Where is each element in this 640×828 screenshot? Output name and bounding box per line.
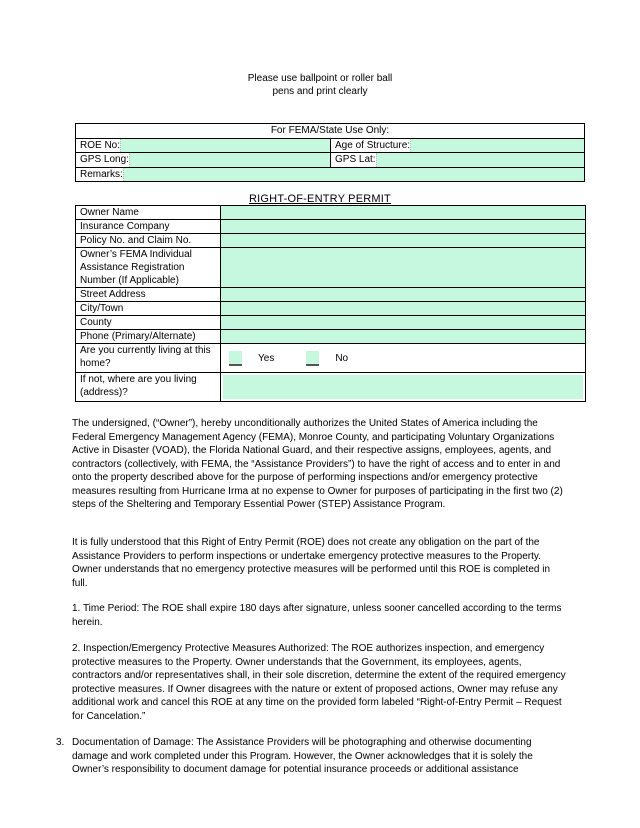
street-address-label: Street Address xyxy=(76,288,221,302)
roe-no-field[interactable] xyxy=(120,139,330,153)
phone-field[interactable] xyxy=(221,330,586,344)
remarks-label: Remarks: xyxy=(80,168,123,180)
gps-long-label: GPS Long: xyxy=(80,154,129,165)
time-period-paragraph: 1. Time Period: The ROE shall expire 180 days after signature, unless sooner cancelled according to the terms herein. xyxy=(72,603,562,628)
inspection-paragraph: 2. Inspection/Emergency Protective Measures Authorized: The ROE authorizes inspection, and emergency protective measures to the Property. Owner understands that the Government, its employees, agents, contractors and/or representatives shall, in their sole discretion, determine the extent of the required emergency protective measures. If Owner disagrees with the nature or extent of proposed actions, Owner may refuse any additional work and cancel this ROE at any time on the provided form labeled “Right-of-Entry Permit – Request for Cancelation.” xyxy=(72,643,566,722)
print-instructions-line1: Please use ballpoint or roller ball xyxy=(247,73,393,84)
county-label: County xyxy=(76,316,221,330)
county-field[interactable] xyxy=(221,316,586,330)
if-not-address-label: If not, where are you living (address)? xyxy=(76,373,221,402)
documentation-paragraph: Documentation of Damage: The Assistance Providers will be photographing and otherwise documenting damage and work completed under this Program. However, the Owner acknowledges that it is solely the Owner’s responsibility to document damage for potential insurance proceeds or additional assistance xyxy=(72,737,533,775)
if-not-address-cell xyxy=(221,373,586,402)
street-address-field[interactable] xyxy=(221,288,586,302)
remarks-field[interactable] xyxy=(123,168,584,182)
authorization-paragraph: The undersigned, (“Owner”), hereby unconditionally authorizes the United States of America including the Federal Emergency Management Agency (FEMA), Monroe County, and participating Voluntary Organizations Active in Disaster (VOAD), the Florida National Guard, and their respective assigns, employees, agents, and contractors (collectively, with FEMA, the “Assistance Providers”) to have the right of access and to enter in and onto the property described above for the purpose of performing inspections and/or emergency protective measures resulting from Hurricane Irma at no expense to Owner for purposes of participating in the first two (2) steps of the Sheltering and Temporary Essential Power (STEP) Assistance Program. xyxy=(72,418,563,510)
obligation-paragraph: It is fully understood that this Right of Entry Permit (ROE) does not create any obligation on the part of the Assistance Providers to perform inspections or undertake emergency protective measures to the Property. Owner understands that no emergency protective measures will be performed until this ROE is completed in full. xyxy=(72,537,551,589)
policy-claim-label: Policy No. and Claim No. xyxy=(76,234,221,248)
living-answer-cell xyxy=(221,344,586,373)
city-town-field[interactable] xyxy=(221,302,586,316)
insurance-company-label: Insurance Company xyxy=(76,220,221,234)
roe-no-label: ROE No: xyxy=(80,139,121,151)
living-question-label: Are you currently living at this home? xyxy=(76,344,221,373)
print-instructions xyxy=(0,72,640,98)
fema-use-box xyxy=(75,123,585,182)
age-of-structure-field[interactable] xyxy=(410,139,584,153)
no-label: No xyxy=(335,352,349,364)
fema-registration-field[interactable] xyxy=(221,248,586,288)
print-instructions-line2: pens and print clearly xyxy=(272,86,368,97)
permit-title: RIGHT-OF-ENTRY PERMIT xyxy=(249,193,391,205)
yes-label: Yes xyxy=(258,352,275,364)
fema-heading: For FEMA/State Use Only: xyxy=(270,125,390,136)
city-town-label: City/Town xyxy=(76,302,221,316)
if-not-address-field[interactable] xyxy=(223,375,583,399)
permit-table xyxy=(75,205,586,402)
policy-claim-field[interactable] xyxy=(221,234,586,248)
gps-long-field[interactable] xyxy=(129,153,330,167)
age-of-structure-label: Age of Structure: xyxy=(335,139,411,151)
gps-lat-label: GPS Lat: xyxy=(335,154,376,165)
phone-label: Phone (Primary/Alternate) xyxy=(76,330,221,344)
insurance-company-field[interactable] xyxy=(221,220,586,234)
yes-checkbox[interactable] xyxy=(229,351,242,366)
owner-name-label: Owner Name xyxy=(76,206,221,220)
documentation-number: 3. xyxy=(56,737,65,748)
fema-registration-label: Owner’s FEMA Individual Assistance Registration Number (If Applicable) xyxy=(76,248,221,288)
gps-lat-field[interactable] xyxy=(376,153,584,167)
owner-name-field[interactable] xyxy=(221,206,586,220)
no-checkbox[interactable] xyxy=(306,351,319,366)
